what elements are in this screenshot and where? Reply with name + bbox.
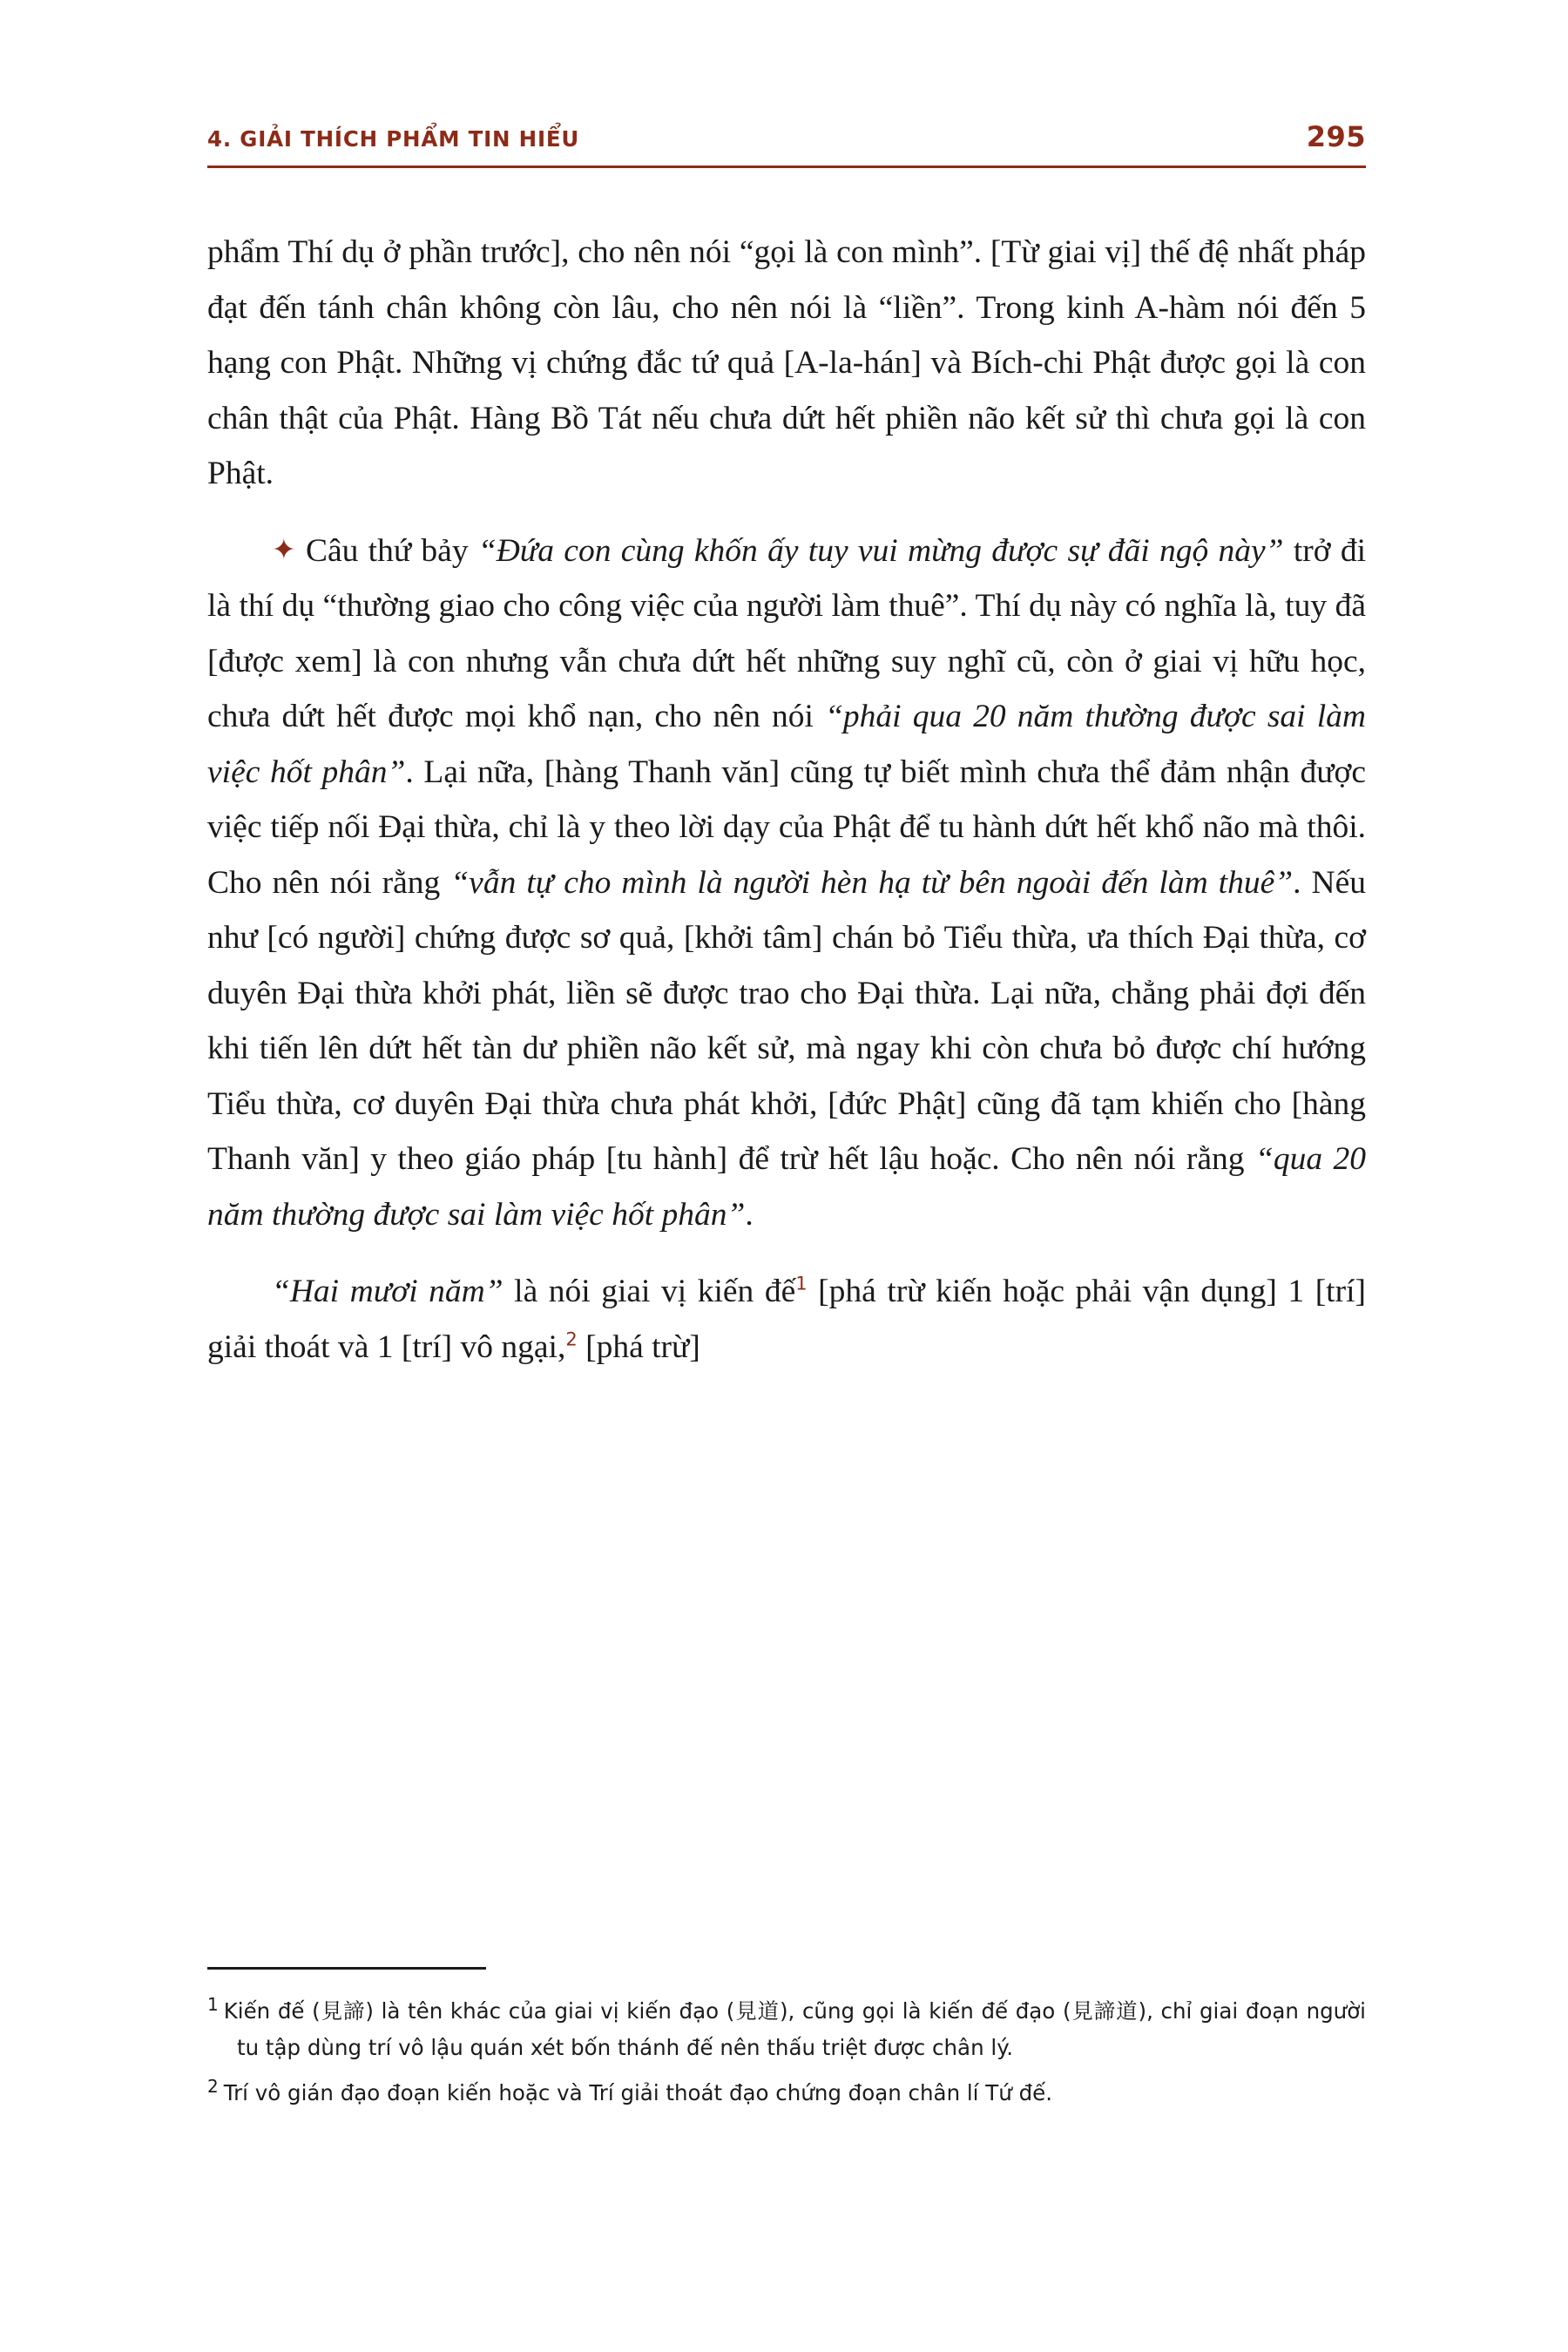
paragraph-2-quote-2: “phải qua 20 năm thường được sai làm việc hốt phân”	[207, 699, 1366, 790]
footnote-text: Trí vô gián đạo đoạn kiến hoặc và Trí giải thoát đạo chứng đoạn chân lí Tứ đế.	[223, 2080, 1052, 2105]
footnote-ref-1[interactable]: 1	[795, 1273, 808, 1294]
header-divider	[207, 166, 1366, 168]
paragraph-3-quote-1: “Hai mươi năm”	[272, 1274, 504, 1309]
paragraph-3-seg-3: [phá trừ kiến hoặc phải vận dụng] 1 [trí] giải thoát và 1 [trí] vô ngại,	[207, 1274, 1366, 1365]
bullet-star-icon: ✦	[272, 531, 296, 566]
paragraph-3	[207, 1264, 1366, 1375]
running-head	[207, 120, 1366, 153]
paragraph-2-quote-1: “Đứa con cùng khốn ấy tuy vui mừng được sự đãi ngộ này”	[477, 532, 1284, 569]
page-number: 295	[1306, 120, 1366, 153]
paragraph-1: phẩm Thí dụ ở phần trước], cho nên nói “gọi là con mình”. [Từ giai vị] thế đệ nhất pháp đạt đến tánh chân không còn lâu, cho nên nói là “liền”. Trong kinh A-hàm nói đến 5 hạng con Phật. Những vị chứng đắc tứ quả [A-la-hán] và Bích-chi Phật được gọi là con chân thật của Phật. Hàng Bồ Tát nếu chưa dứt hết phiền não kết sử thì chưa gọi là con Phật.	[207, 234, 1366, 491]
paragraph-2-seg-5: . Lại nữa, [hàng Thanh văn] cũng tự biết mình chưa thể đảm nhận được việc tiếp nối Đại thừa, chỉ là y theo lời dạy của Phật để tu hành dứt hết khổ não mà thôi. Cho nên nói rằng	[207, 754, 1366, 901]
footnote-list	[207, 1993, 1366, 2112]
paragraph-2-seg-1: Câu thứ bảy	[305, 532, 478, 569]
footnote-divider	[207, 1967, 486, 1970]
paragraph-2-seg-9: .	[745, 1196, 754, 1233]
running-head-title: 4. GIẢI THÍCH PHẨM TIN HIỂU	[207, 126, 580, 152]
footnote-text: Kiến đế (見諦) là tên khác của giai vị kiến đạo (見道), cũng gọi là kiến đế đạo (見諦道), chỉ giai đoạn người tu tập dùng trí vô lậu quán xét bốn thánh đế nên thấu triệt được chân lý.	[223, 1998, 1366, 2060]
footnote-marker: 2	[207, 2075, 219, 2097]
paragraph-3-seg-4: [phá trừ]	[577, 1328, 700, 1365]
paragraph-2	[207, 524, 1366, 1243]
paragraph-2-quote-3: “vẫn tự cho mình là người hèn hạ từ bên ngoài đến làm thuê”	[450, 864, 1294, 901]
footnote-item	[207, 1993, 1366, 2066]
paragraph-2-quote-4: “qua 20 năm thường được sai làm việc hốt phân”	[207, 1141, 1366, 1233]
paragraph-2-seg-3: trở đi là thí dụ “thường giao cho công việc của người làm thuê”. Thí dụ này có nghĩa là, tuy đã [được xem] là con nhưng vẫn chưa dứt hết những suy nghĩ cũ, còn ở giai vị hữu học, chưa dứt hết được mọi khổ nạn, cho nên nói	[207, 532, 1367, 734]
paragraph-3-seg-2: là nói giai vị kiến đế	[503, 1274, 796, 1309]
footnote-item	[207, 2075, 1366, 2112]
footnote-ref-2[interactable]: 2	[565, 1328, 578, 1349]
footnote-marker: 1	[207, 1993, 219, 2015]
paragraph-2-seg-7: . Nếu như [có người] chứng được sơ quả, [khởi tâm] chán bỏ Tiểu thừa, ưa thích Đại thừa, cơ duyên Đại thừa khởi phát, liền sẽ được trao cho Đại thừa. Lại nữa, chẳng phải đợi đến khi tiến lên dứt hết tàn dư phiền não kết sử, mà ngay khi còn chưa bỏ được chí hướng Tiểu thừa, cơ duyên Đại thừa chưa phát khởi, [đức Phật] cũng đã tạm khiến cho [hàng Thanh văn] y theo giáo pháp [tu hành] để trừ hết lậu hoặc. Cho nên nói rằng	[207, 864, 1366, 1177]
body-text	[207, 225, 1366, 1375]
